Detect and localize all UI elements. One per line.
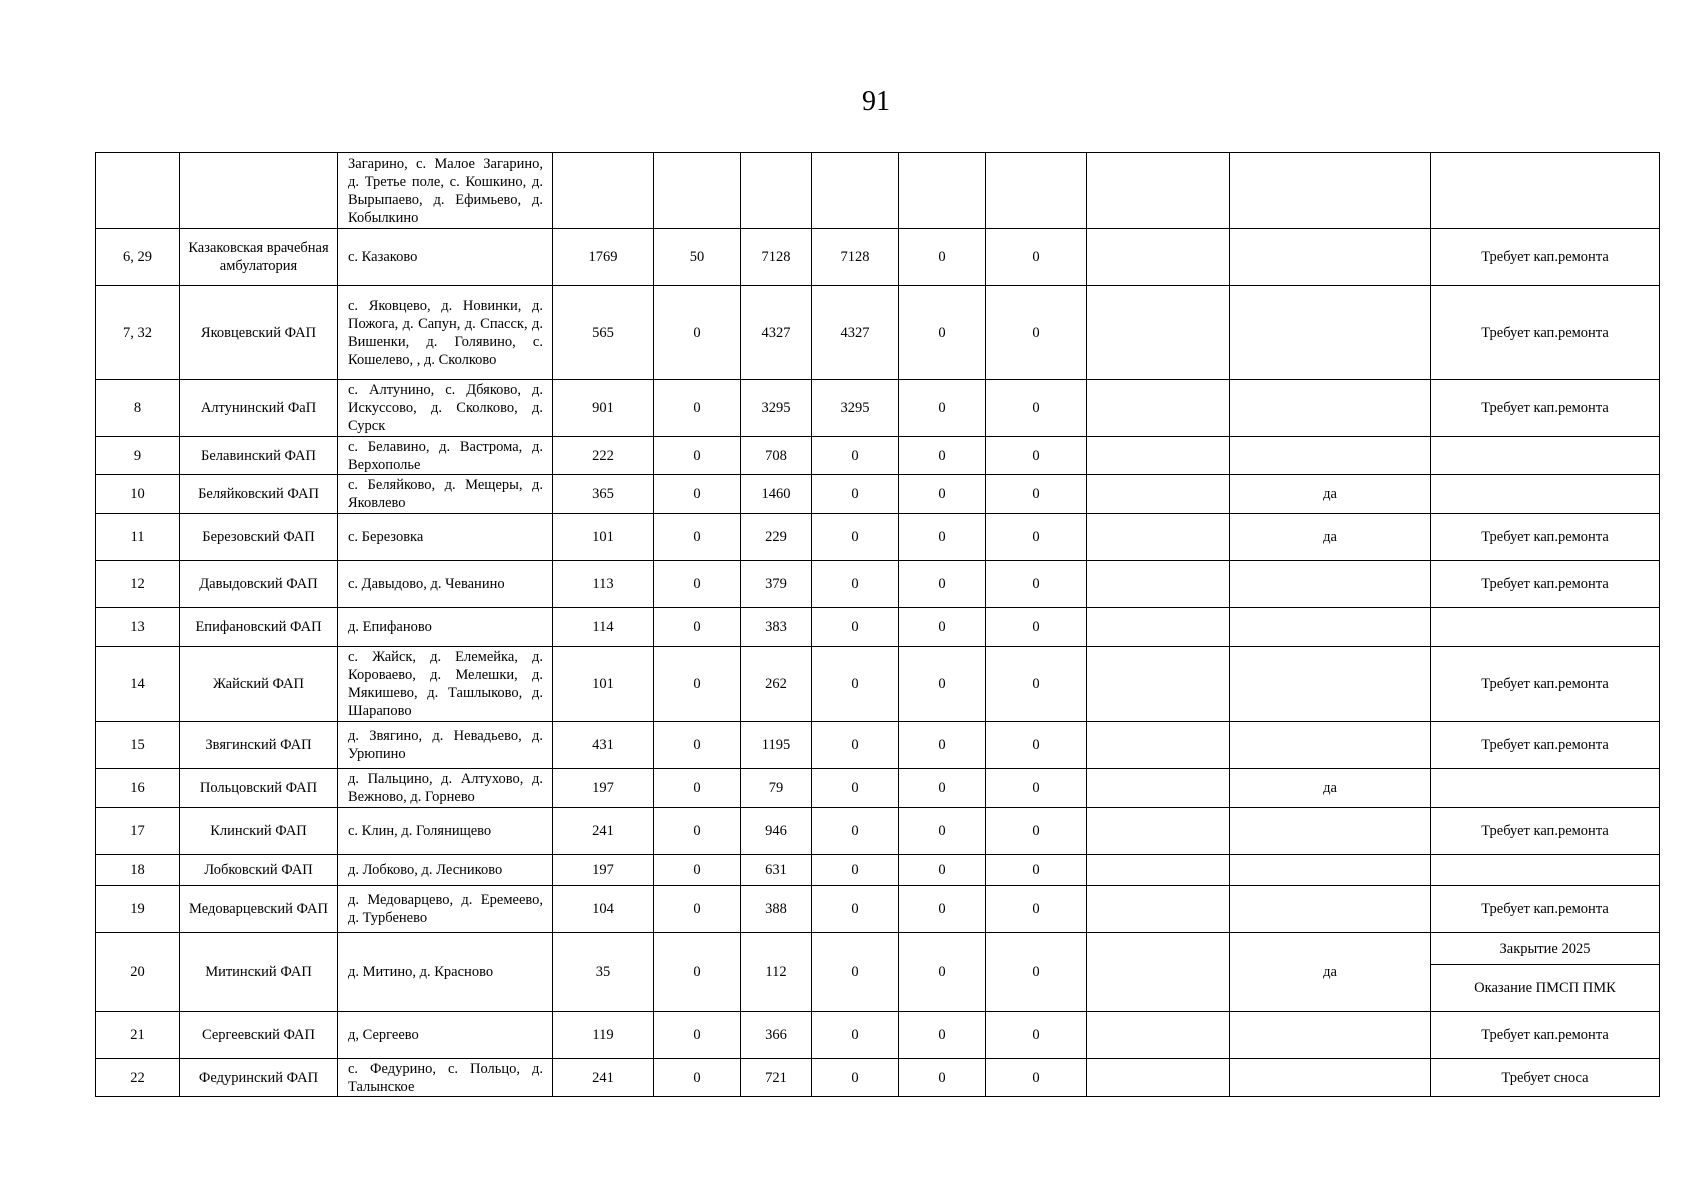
cell-note: Требует кап.ремонта — [1431, 886, 1660, 933]
cell-c2: 0 — [654, 769, 741, 808]
cell-c5: 0 — [899, 437, 986, 475]
cell-c4: 0 — [812, 514, 899, 561]
cell-c2: 0 — [654, 1059, 741, 1097]
cell-settlements: д. Звягино, д. Невадьево, д. Урюпино — [338, 722, 553, 769]
cell-num: 12 — [96, 561, 180, 608]
cell-num: 21 — [96, 1012, 180, 1059]
cell-c4: 0 — [812, 886, 899, 933]
cell-c6: 0 — [986, 437, 1087, 475]
cell-c5: 0 — [899, 722, 986, 769]
cell-c1: 565 — [553, 286, 654, 380]
cell-c4: 0 — [812, 475, 899, 514]
cell-settlements: с. Клин, д. Голянищево — [338, 808, 553, 855]
cell-c3: 1195 — [741, 722, 812, 769]
cell-c8 — [1230, 1059, 1431, 1097]
cell-c1: 35 — [553, 933, 654, 1012]
cell-num: 10 — [96, 475, 180, 514]
cell-num: 19 — [96, 886, 180, 933]
cell-settlements: с. Алтунино, с. Дбяково, д. Искуссово, д. Сколково, д. Сурск — [338, 380, 553, 437]
cell-note — [1431, 769, 1660, 808]
cell-settlements: д. Митино, д. Красново — [338, 933, 553, 1012]
cell-name: Сергеевский ФАП — [180, 1012, 338, 1059]
cell-c3: 388 — [741, 886, 812, 933]
table-row — [96, 514, 1660, 561]
cell-c6: 0 — [986, 855, 1087, 886]
cell-c8 — [1230, 808, 1431, 855]
cell-settlements: с. Белавино, д. Вастрома, д. Верхополье — [338, 437, 553, 475]
cell-c3: 379 — [741, 561, 812, 608]
cell-c3: 229 — [741, 514, 812, 561]
cell-c7 — [1087, 933, 1230, 1012]
cell-c3: 1460 — [741, 475, 812, 514]
cell-c3: 631 — [741, 855, 812, 886]
table-row — [96, 886, 1660, 933]
cell-c1: 365 — [553, 475, 654, 514]
cell-c1: 431 — [553, 722, 654, 769]
cell-c8: да — [1230, 933, 1431, 1012]
cell-c1: 197 — [553, 855, 654, 886]
cell-c4: 4327 — [812, 286, 899, 380]
cell-num — [96, 153, 180, 229]
cell-name: Алтунинский ФаП — [180, 380, 338, 437]
cell-c7 — [1087, 1012, 1230, 1059]
cell-c2: 0 — [654, 561, 741, 608]
cell-c2: 0 — [654, 647, 741, 722]
cell-c8 — [1230, 855, 1431, 886]
cell-note: Требует кап.ремонта — [1431, 722, 1660, 769]
cell-c3: 4327 — [741, 286, 812, 380]
cell-name: Беляйковский ФАП — [180, 475, 338, 514]
cell-c3: 721 — [741, 1059, 812, 1097]
cell-c3: 383 — [741, 608, 812, 647]
cell-c5: 0 — [899, 286, 986, 380]
cell-num: 13 — [96, 608, 180, 647]
cell-c5 — [899, 153, 986, 229]
table-row — [96, 437, 1660, 475]
cell-c5: 0 — [899, 514, 986, 561]
cell-c6 — [986, 153, 1087, 229]
table-row — [96, 1059, 1660, 1097]
cell-settlements: д. Лобково, д. Лесниково — [338, 855, 553, 886]
cell-num: 16 — [96, 769, 180, 808]
cell-c6: 0 — [986, 286, 1087, 380]
cell-c5: 0 — [899, 608, 986, 647]
cell-c2: 0 — [654, 475, 741, 514]
cell-note: Требует кап.ремонта — [1431, 286, 1660, 380]
cell-c8 — [1230, 561, 1431, 608]
table-row — [96, 769, 1660, 808]
cell-num: 20 — [96, 933, 180, 1012]
cell-c7 — [1087, 769, 1230, 808]
cell-c2: 0 — [654, 855, 741, 886]
cell-note2: Оказание ПМСП ПМК — [1431, 964, 1659, 1011]
cell-c3: 112 — [741, 933, 812, 1012]
cell-name: Клинский ФАП — [180, 808, 338, 855]
cell-c5: 0 — [899, 769, 986, 808]
cell-c6: 0 — [986, 808, 1087, 855]
cell-settlements: с. Яковцево, д. Новинки, д. Пожога, д. Сапун, д. Спасск, д. Вишенки, д. Голявино, с. Кошелево, , д. Сколково — [338, 286, 553, 380]
cell-c5: 0 — [899, 475, 986, 514]
cell-c4: 0 — [812, 769, 899, 808]
cell-num: 17 — [96, 808, 180, 855]
cell-name: Митинский ФАП — [180, 933, 338, 1012]
table-row — [96, 855, 1660, 886]
cell-c5: 0 — [899, 229, 986, 286]
cell-c1: 241 — [553, 1059, 654, 1097]
facilities-table — [95, 152, 1660, 1097]
cell-c7 — [1087, 808, 1230, 855]
cell-c3: 262 — [741, 647, 812, 722]
cell-c2: 0 — [654, 722, 741, 769]
cell-c7 — [1087, 380, 1230, 437]
cell-note — [1431, 608, 1660, 647]
cell-c6: 0 — [986, 769, 1087, 808]
cell-c4: 7128 — [812, 229, 899, 286]
cell-c8: да — [1230, 514, 1431, 561]
cell-c1: 113 — [553, 561, 654, 608]
cell-note-split — [1431, 933, 1660, 1012]
table-row — [96, 475, 1660, 514]
cell-c5: 0 — [899, 808, 986, 855]
cell-c8 — [1230, 153, 1431, 229]
cell-name: Епифановский ФАП — [180, 608, 338, 647]
cell-name: Медоварцевский ФАП — [180, 886, 338, 933]
cell-c8 — [1230, 722, 1431, 769]
cell-c8 — [1230, 286, 1431, 380]
cell-name: Польцовский ФАП — [180, 769, 338, 808]
cell-c4: 0 — [812, 1012, 899, 1059]
cell-c6: 0 — [986, 647, 1087, 722]
cell-c4: 0 — [812, 437, 899, 475]
cell-c4: 0 — [812, 808, 899, 855]
cell-c7 — [1087, 561, 1230, 608]
cell-c1: 1769 — [553, 229, 654, 286]
cell-name: Яковцевский ФАП — [180, 286, 338, 380]
cell-c6: 0 — [986, 886, 1087, 933]
cell-settlements: с. Жайск, д. Елемейка, д. Короваево, д. Мелешки, д. Мякишево, д. Ташлыково, д. Шарапово — [338, 647, 553, 722]
table-row — [96, 933, 1660, 1012]
cell-c8: да — [1230, 769, 1431, 808]
cell-c6: 0 — [986, 722, 1087, 769]
cell-c4: 0 — [812, 722, 899, 769]
cell-c7 — [1087, 229, 1230, 286]
cell-c8 — [1230, 1012, 1431, 1059]
cell-name — [180, 153, 338, 229]
cell-c2: 0 — [654, 608, 741, 647]
cell-note — [1431, 855, 1660, 886]
cell-settlements: с. Беляйково, д. Мещеры, д. Яковлево — [338, 475, 553, 514]
cell-c3 — [741, 153, 812, 229]
cell-c1: 101 — [553, 647, 654, 722]
cell-num: 18 — [96, 855, 180, 886]
cell-c7 — [1087, 153, 1230, 229]
table-row — [96, 1012, 1660, 1059]
cell-c4: 0 — [812, 855, 899, 886]
cell-name: Давыдовский ФАП — [180, 561, 338, 608]
cell-name: Жайский ФАП — [180, 647, 338, 722]
cell-settlements: д. Пальцино, д. Алтухово, д. Вежново, д. Горнево — [338, 769, 553, 808]
cell-c6: 0 — [986, 514, 1087, 561]
cell-c6: 0 — [986, 608, 1087, 647]
cell-note: Требует кап.ремонта — [1431, 229, 1660, 286]
cell-c7 — [1087, 886, 1230, 933]
table-body — [96, 153, 1660, 1097]
cell-num: 15 — [96, 722, 180, 769]
cell-c2: 0 — [654, 437, 741, 475]
cell-settlements: с. Федурино, с. Польцо, д. Талынское — [338, 1059, 553, 1097]
cell-c3: 3295 — [741, 380, 812, 437]
cell-c6: 0 — [986, 475, 1087, 514]
cell-note: Требует кап.ремонта — [1431, 1012, 1660, 1059]
cell-num: 6, 29 — [96, 229, 180, 286]
cell-c3: 7128 — [741, 229, 812, 286]
cell-num: 8 — [96, 380, 180, 437]
cell-settlements: д. Епифаново — [338, 608, 553, 647]
cell-settlements: Загарино, с. Малое Загарино, д. Третье поле, с. Кошкино, д. Вырыпаево, д. Ефимьево, д. Кобылкино — [338, 153, 553, 229]
cell-settlements: д. Медоварцево, д. Еремеево, д. Турбенево — [338, 886, 553, 933]
cell-c3: 366 — [741, 1012, 812, 1059]
page-number: 91 — [862, 86, 890, 117]
cell-c2: 0 — [654, 1012, 741, 1059]
cell-c2: 0 — [654, 286, 741, 380]
cell-settlements: д, Сергеево — [338, 1012, 553, 1059]
cell-note — [1431, 153, 1660, 229]
cell-c1: 241 — [553, 808, 654, 855]
cell-note: Требует кап.ремонта — [1431, 808, 1660, 855]
cell-c7 — [1087, 1059, 1230, 1097]
cell-c2 — [654, 153, 741, 229]
cell-c5: 0 — [899, 561, 986, 608]
cell-note: Требует кап.ремонта — [1431, 514, 1660, 561]
cell-c7 — [1087, 722, 1230, 769]
cell-name: Казаковская врачебная амбулатория — [180, 229, 338, 286]
cell-c5: 0 — [899, 886, 986, 933]
cell-c7 — [1087, 855, 1230, 886]
cell-settlements: с. Казаково — [338, 229, 553, 286]
cell-c1 — [553, 153, 654, 229]
cell-c5: 0 — [899, 933, 986, 1012]
cell-c6: 0 — [986, 380, 1087, 437]
cell-c7 — [1087, 437, 1230, 475]
cell-c4 — [812, 153, 899, 229]
cell-num: 14 — [96, 647, 180, 722]
cell-note: Требует кап.ремонта — [1431, 647, 1660, 722]
table-row — [96, 286, 1660, 380]
cell-c1: 119 — [553, 1012, 654, 1059]
cell-c1: 101 — [553, 514, 654, 561]
cell-c8: да — [1230, 475, 1431, 514]
cell-num: 9 — [96, 437, 180, 475]
cell-c2: 0 — [654, 933, 741, 1012]
table-row — [96, 608, 1660, 647]
cell-c1: 222 — [553, 437, 654, 475]
cell-c3: 708 — [741, 437, 812, 475]
cell-note — [1431, 437, 1660, 475]
cell-c8 — [1230, 647, 1431, 722]
cell-note: Требует кап.ремонта — [1431, 561, 1660, 608]
cell-c2: 50 — [654, 229, 741, 286]
cell-num: 7, 32 — [96, 286, 180, 380]
cell-c8 — [1230, 229, 1431, 286]
cell-c7 — [1087, 475, 1230, 514]
cell-c6: 0 — [986, 1012, 1087, 1059]
cell-num: 11 — [96, 514, 180, 561]
cell-c8 — [1230, 608, 1431, 647]
cell-c8 — [1230, 437, 1431, 475]
cell-c5: 0 — [899, 855, 986, 886]
cell-c6: 0 — [986, 229, 1087, 286]
cell-name: Лобковский ФАП — [180, 855, 338, 886]
cell-c4: 0 — [812, 933, 899, 1012]
cell-num: 22 — [96, 1059, 180, 1097]
cell-c1: 197 — [553, 769, 654, 808]
cell-note: Требует сноса — [1431, 1059, 1660, 1097]
cell-settlements: с. Березовка — [338, 514, 553, 561]
cell-c4: 0 — [812, 1059, 899, 1097]
cell-c7 — [1087, 514, 1230, 561]
cell-c4: 0 — [812, 608, 899, 647]
cell-c4: 0 — [812, 647, 899, 722]
table-row — [96, 380, 1660, 437]
table-row — [96, 647, 1660, 722]
cell-c3: 946 — [741, 808, 812, 855]
cell-c5: 0 — [899, 380, 986, 437]
cell-c5: 0 — [899, 647, 986, 722]
cell-c6: 0 — [986, 561, 1087, 608]
table-row — [96, 722, 1660, 769]
cell-c1: 104 — [553, 886, 654, 933]
cell-c3: 79 — [741, 769, 812, 808]
cell-name: Звягинский ФАП — [180, 722, 338, 769]
table-row — [96, 808, 1660, 855]
cell-note — [1431, 475, 1660, 514]
cell-c7 — [1087, 286, 1230, 380]
cell-c4: 3295 — [812, 380, 899, 437]
table-row — [96, 153, 1660, 229]
cell-c8 — [1230, 886, 1431, 933]
table-row — [96, 561, 1660, 608]
cell-c1: 114 — [553, 608, 654, 647]
cell-name: Березовский ФАП — [180, 514, 338, 561]
table-row — [96, 229, 1660, 286]
cell-c7 — [1087, 608, 1230, 647]
cell-c8 — [1230, 380, 1431, 437]
cell-settlements: с. Давыдово, д. Чеванино — [338, 561, 553, 608]
cell-name: Белавинский ФАП — [180, 437, 338, 475]
cell-c6: 0 — [986, 1059, 1087, 1097]
cell-c2: 0 — [654, 886, 741, 933]
cell-c2: 0 — [654, 514, 741, 561]
cell-c5: 0 — [899, 1012, 986, 1059]
cell-c2: 0 — [654, 380, 741, 437]
cell-c2: 0 — [654, 808, 741, 855]
cell-c7 — [1087, 647, 1230, 722]
cell-c6: 0 — [986, 933, 1087, 1012]
cell-note: Закрытие 2025 — [1499, 940, 1591, 957]
cell-c5: 0 — [899, 1059, 986, 1097]
cell-note: Требует кап.ремонта — [1431, 380, 1660, 437]
cell-c4: 0 — [812, 561, 899, 608]
cell-c1: 901 — [553, 380, 654, 437]
cell-name: Федуринский ФАП — [180, 1059, 338, 1097]
